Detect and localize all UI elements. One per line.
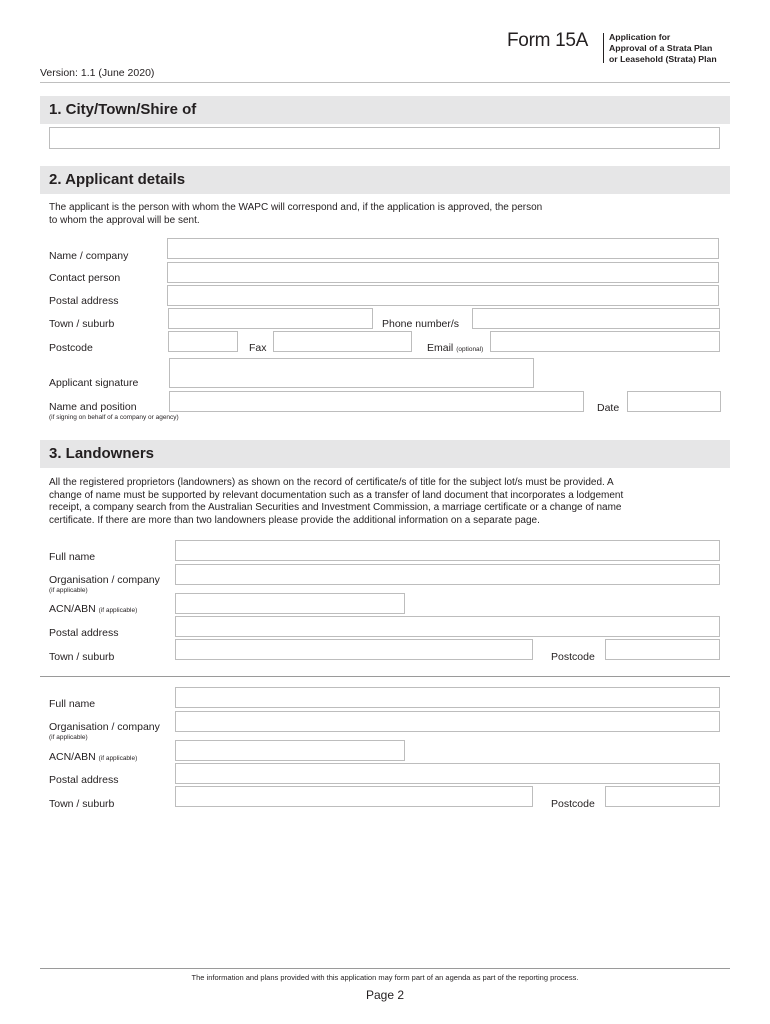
name-company-field[interactable] xyxy=(167,238,719,259)
applicant-intro-line-2: to whom the approval will be sent. xyxy=(49,214,200,226)
owner-2-acn-abn-label-wrap xyxy=(49,751,137,763)
footer-rule xyxy=(40,968,730,969)
town-suburb-label: Town / suburb xyxy=(49,318,115,330)
postal-address-label: Postal address xyxy=(49,295,119,307)
contact-person-label: Contact person xyxy=(49,272,121,284)
landowners-intro-line-4: certificate. If there are more than two landowners please provide the additional information on a separate page. xyxy=(49,514,540,526)
landowners-intro-line-1: All the registered proprietors (landowners) as shown on the record of certificate/s of title for the subject lot/s must be provided. A xyxy=(49,477,614,488)
fax-label: Fax xyxy=(249,342,267,354)
postal-address-field[interactable] xyxy=(167,285,719,306)
landowners-intro xyxy=(49,477,623,527)
owner-2-postcode-label: Postcode xyxy=(551,798,595,810)
applicant-intro-line-1: The applicant is the person with whom the WAPC will correspond and, if the application is approved, the person xyxy=(49,202,543,213)
owner-2-town-suburb-label: Town / suburb xyxy=(49,798,115,810)
owner-2-acn-abn-label: ACN/ABN xyxy=(49,751,96,763)
owner-1-acn-abn-note: (if applicable) xyxy=(98,607,138,614)
owner-1-postcode-label: Postcode xyxy=(551,651,595,663)
postcode-field[interactable] xyxy=(168,331,238,352)
form-title-line-1: Application for xyxy=(609,32,671,42)
town-suburb-field[interactable] xyxy=(168,308,373,329)
owner-2-full-name-field[interactable] xyxy=(175,687,720,708)
date-label: Date xyxy=(597,402,620,414)
section-3-title: 3. Landowners xyxy=(40,440,730,468)
name-position-field[interactable] xyxy=(169,391,584,412)
owner-1-town-suburb-field[interactable] xyxy=(175,639,533,660)
owner-1-acn-abn-label-wrap xyxy=(49,603,137,615)
section-2-title: 2. Applicant details xyxy=(40,166,730,194)
section-1-title: 1. City/Town/Shire of xyxy=(40,96,730,124)
name-position-note: (if signing on behalf of a company or agency) xyxy=(49,414,179,421)
landowner-divider xyxy=(40,676,730,677)
email-label: Email xyxy=(427,342,454,354)
footer-notice: The information and plans provided with this application may form part of an agenda as part of the reporting process. xyxy=(191,973,579,982)
contact-person-field[interactable] xyxy=(167,262,719,283)
owner-2-acn-abn-field[interactable] xyxy=(175,740,405,761)
form-number: Form 15A xyxy=(507,30,589,51)
owner-1-organisation-label: Organisation / company xyxy=(49,574,160,586)
owner-1-acn-abn-label: ACN/ABN xyxy=(49,603,96,615)
owner-1-town-suburb-label: Town / suburb xyxy=(49,651,115,663)
phone-field[interactable] xyxy=(472,308,720,329)
email-field[interactable] xyxy=(490,331,720,352)
version-label: Version: 1.1 (June 2020) xyxy=(40,67,155,79)
landowners-intro-line-2: change of name must be supported by relevant documentation such as a transfer of land document that incorporates a lodgement xyxy=(49,489,624,501)
city-town-shire-field[interactable] xyxy=(49,127,720,149)
name-company-label: Name / company xyxy=(49,250,129,262)
owner-2-organisation-label: Organisation / company xyxy=(49,721,160,733)
owner-1-organisation-note: (if applicable) xyxy=(49,587,88,594)
owner-2-organisation-note: (if applicable) xyxy=(49,734,88,741)
phone-label: Phone number/s xyxy=(382,318,460,330)
header-divider xyxy=(603,33,604,63)
owner-2-full-name-label: Full name xyxy=(49,698,96,710)
owner-2-organisation-field[interactable] xyxy=(175,711,720,732)
landowners-intro-line-3: receipt, a company search from the Australian Securities and Investment Commission, a marriage certificate or a change of name xyxy=(49,502,622,513)
owner-1-full-name-field[interactable] xyxy=(175,540,720,561)
applicant-intro xyxy=(49,202,542,227)
email-label-wrap xyxy=(427,342,483,354)
owner-1-postcode-field[interactable] xyxy=(605,639,720,660)
owner-1-postal-address-field[interactable] xyxy=(175,616,720,637)
owner-2-postal-address-label: Postal address xyxy=(49,774,119,786)
date-field[interactable] xyxy=(627,391,721,412)
owner-2-postcode-field[interactable] xyxy=(605,786,720,807)
owner-2-town-suburb-field[interactable] xyxy=(175,786,533,807)
page-number: Page 2 xyxy=(365,988,405,1002)
signature-field[interactable] xyxy=(169,358,534,388)
owner-1-acn-abn-field[interactable] xyxy=(175,593,405,614)
fax-field[interactable] xyxy=(273,331,412,352)
owner-1-full-name-label: Full name xyxy=(49,551,96,563)
name-position-label: Name and position xyxy=(49,401,137,413)
owner-2-postal-address-field[interactable] xyxy=(175,763,720,784)
form-title-line-3: or Leasehold (Strata) Plan xyxy=(609,54,717,64)
email-optional-note: (optional) xyxy=(456,346,484,353)
signature-label: Applicant signature xyxy=(49,377,139,389)
postcode-label: Postcode xyxy=(49,342,93,354)
header-rule xyxy=(40,82,730,83)
form-title-line-2: Approval of a Strata Plan xyxy=(609,43,713,53)
owner-1-organisation-field[interactable] xyxy=(175,564,720,585)
owner-2-acn-abn-note: (if applicable) xyxy=(98,755,138,762)
form-title xyxy=(609,32,717,65)
owner-1-postal-address-label: Postal address xyxy=(49,627,119,639)
